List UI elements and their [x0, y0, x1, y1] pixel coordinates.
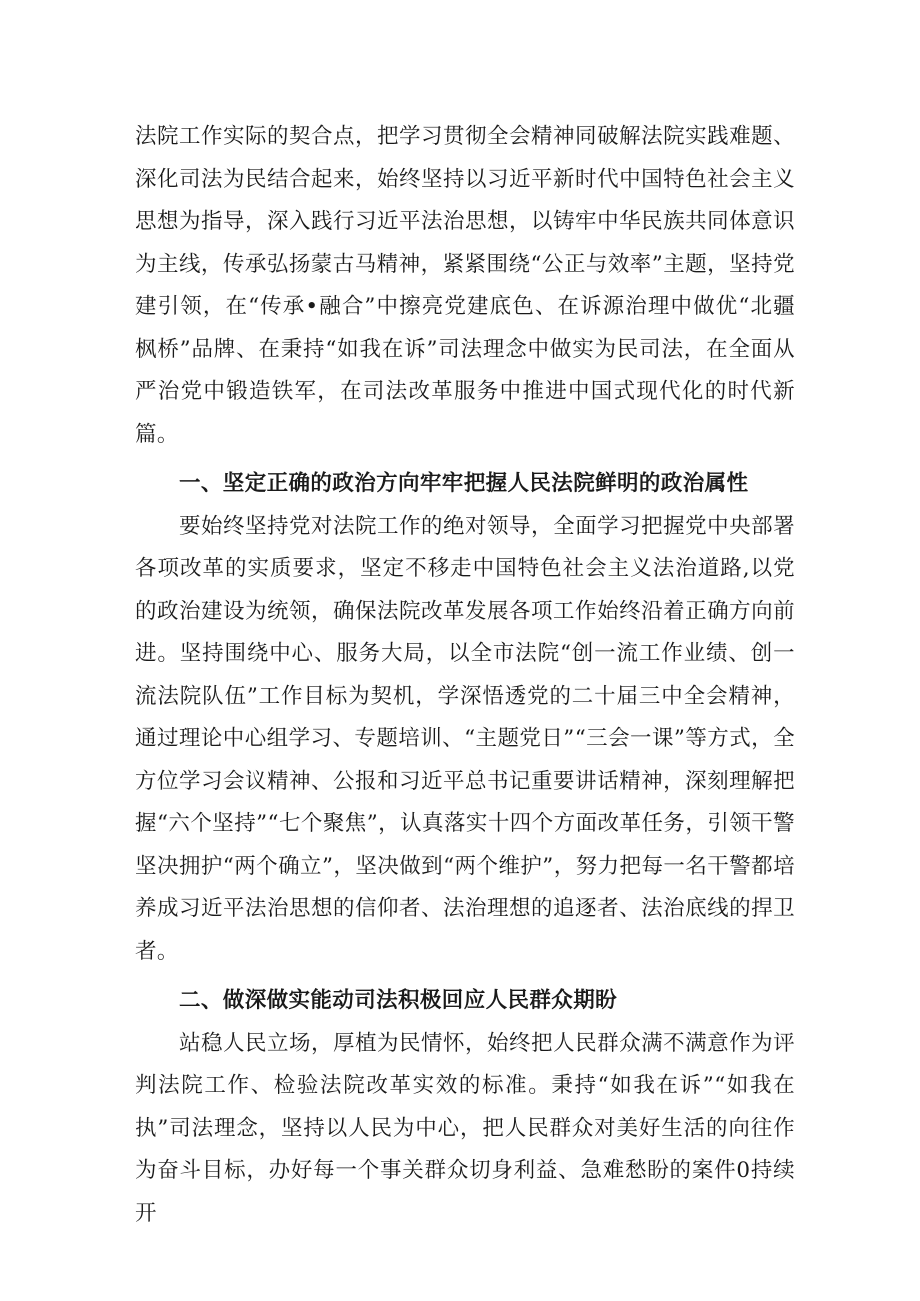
intro-paragraph: 法院工作实际的契合点，把学习贯彻全会精神同破解法院实践难题、深化司法为民结合起来，始终坚持以习近平新时代中国特色社会主义思想为指导，深入践行习近平法治思想，以铸牢中华民族共同体意识为主线，传承弘扬蒙古马精神，紧紧围绕“公正与效率”主题，坚持党建引领，在“传承•融合”中擦亮党建底色、在诉源治理中做优“北疆枫桥”品牌、在秉持“如我在诉”司法理念中做实为民司法，在全面从严治党中锻造铁军，在司法改革服务中推进中国式现代化的时代新篇。 — [135, 124, 795, 447]
document-body — [135, 116, 795, 1235]
section-heading-2: 二、做深做实能动司法积极回应人民群众期盼 — [179, 988, 618, 1013]
section-heading-1: 一、坚定正确的政治方向牢牢把握人民法院鲜明的政治属性 — [179, 471, 749, 496]
section-2-paragraph: 站稳人民立场，厚植为民情怀，始终把人民群众满不满意作为评判法院工作、检验法院改革实效的标准。秉持“如我在诉”“如我在执”司法理念，坚持以人民为中心，把人民群众对美好生活的向往作为奋斗目标，办好每一个事关群众切身利益、急难愁盼的案件0持续开 — [135, 1030, 795, 1226]
section-1-paragraph: 要始终坚持党对法院工作的绝对领导，全面学习把握党中央部署各项改革的实质要求，坚定不移走中国特色社会主义法治道路,以党的政治建设为统领，确保法院改革发展各项工作始终沿着正确方向前进。坚持围绕中心、服务大局，以全市法院“创一流工作业绩、创一流法院队伍”工作目标为契机，学深悟透党的二十届三中全会精神，通过理论中心组学习、专题培训、“主题党日”“三会一课”等方式，全方位学习会议精神、公报和习近平总书记重要讲话精神，深刻理解把握“六个坚持”“七个聚焦”，认真落实十四个方面改革任务，引领干警坚决拥护“两个确立”，坚决做到“两个维护”，努力把每一名干警都培养成习近平法治思想的信仰者、法治理想的追逐者、法治底线的捍卫者。 — [135, 513, 795, 964]
paragraph-gap — [135, 973, 795, 980]
paragraph-gap — [135, 456, 795, 463]
